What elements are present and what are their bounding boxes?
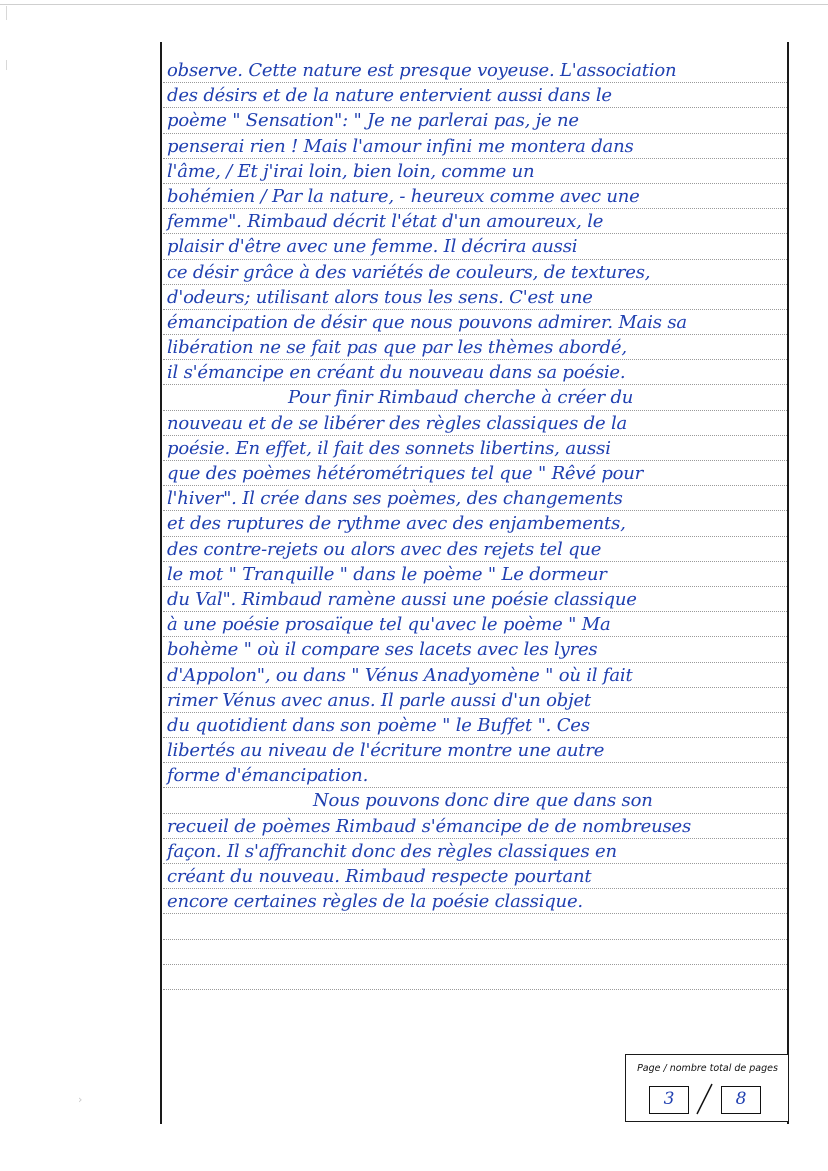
essay-line: penserai rien ! Mais l'amour infini me montera dans [163, 134, 787, 159]
essay-line: encore certaines règles de la poésie classique. [163, 889, 787, 914]
essay-line: du quotidient dans son poème " le Buffet ". Ces [163, 713, 787, 738]
page-separator-slash-icon [690, 1081, 720, 1117]
essay-line: femme". Rimbaud décrit l'état d'un amoureux, le [163, 209, 787, 234]
essay-line: d'odeurs; utilisant alors tous les sens. C'est une [163, 285, 787, 310]
essay-line: il s'émancipe en créant du nouveau dans sa poésie. [163, 360, 787, 385]
essay-line-blank [163, 914, 787, 939]
essay-line: rimer Vénus avec anus. Il parle aussi d'un objet [163, 688, 787, 713]
handwritten-essay [163, 58, 787, 990]
essay-line: bohème " où il compare ses lacets avec les lyres [163, 637, 787, 662]
page-count-label: Page / nombre total de pages [637, 1063, 778, 1074]
essay-line: façon. Il s'affranchit donc des règles classiques en [163, 839, 787, 864]
essay-line-blank [163, 965, 787, 990]
essay-line: poème " Sensation": " Je ne parlerai pas, je ne [163, 108, 787, 133]
scan-mark-icon: › [78, 1093, 83, 1106]
essay-line: d'Appolon", ou dans " Vénus Anadyomène " où il fait [163, 663, 787, 688]
essay-line: créant du nouveau. Rimbaud respecte pourtant [163, 864, 787, 889]
essay-line: forme d'émancipation. [163, 763, 787, 788]
left-edge-mark [6, 6, 7, 20]
essay-line: libération ne se fait pas que par les thèmes abordé, [163, 335, 787, 360]
left-edge-mark-2 [6, 60, 7, 70]
current-page-cell: 3 [649, 1086, 689, 1114]
essay-line-blank [163, 940, 787, 965]
page-number-box [625, 1054, 788, 1122]
essay-line: du Val". Rimbaud ramène aussi une poésie classique [163, 587, 787, 612]
essay-line-paragraph-start: Nous pouvons donc dire que dans son [163, 788, 787, 813]
total-pages-cell: 8 [721, 1086, 761, 1114]
essay-line: à une poésie prosaïque tel qu'avec le poème " Ma [163, 612, 787, 637]
essay-line: libertés au niveau de l'écriture montre une autre [163, 738, 787, 763]
essay-line: nouveau et de se libérer des règles classiques de la [163, 411, 787, 436]
essay-line: bohémien / Par la nature, - heureux comme avec une [163, 184, 787, 209]
essay-line: des contre-rejets ou alors avec des rejets tel que [163, 537, 787, 562]
left-margin-line [160, 42, 162, 1124]
essay-line: ce désir grâce à des variétés de couleurs, de textures, [163, 260, 787, 285]
essay-line: poésie. En effet, il fait des sonnets libertins, aussi [163, 436, 787, 461]
essay-line: émancipation de désir que nous pouvons admirer. Mais sa [163, 310, 787, 335]
essay-line: recueil de poèmes Rimbaud s'émancipe de de nombreuses [163, 814, 787, 839]
essay-line: l'hiver". Il crée dans ses poèmes, des changements [163, 486, 787, 511]
essay-line: le mot " Tranquille " dans le poème " Le dormeur [163, 562, 787, 587]
essay-line: et des ruptures de rythme avec des enjambements, [163, 511, 787, 536]
top-edge-rule [0, 4, 828, 5]
essay-line: observe. Cette nature est presque voyeuse. L'association [163, 58, 787, 83]
essay-line: l'âme, / Et j'irai loin, bien loin, comme un [163, 159, 787, 184]
essay-line: que des poèmes hétérométriques tel que " Rêvé pour [163, 461, 787, 486]
essay-line-paragraph-start: Pour finir Rimbaud cherche à créer du [163, 385, 787, 410]
essay-line: plaisir d'être avec une femme. Il décrira aussi [163, 234, 787, 259]
essay-line: des désirs et de la nature entervient aussi dans le [163, 83, 787, 108]
right-margin-line [787, 42, 789, 1124]
